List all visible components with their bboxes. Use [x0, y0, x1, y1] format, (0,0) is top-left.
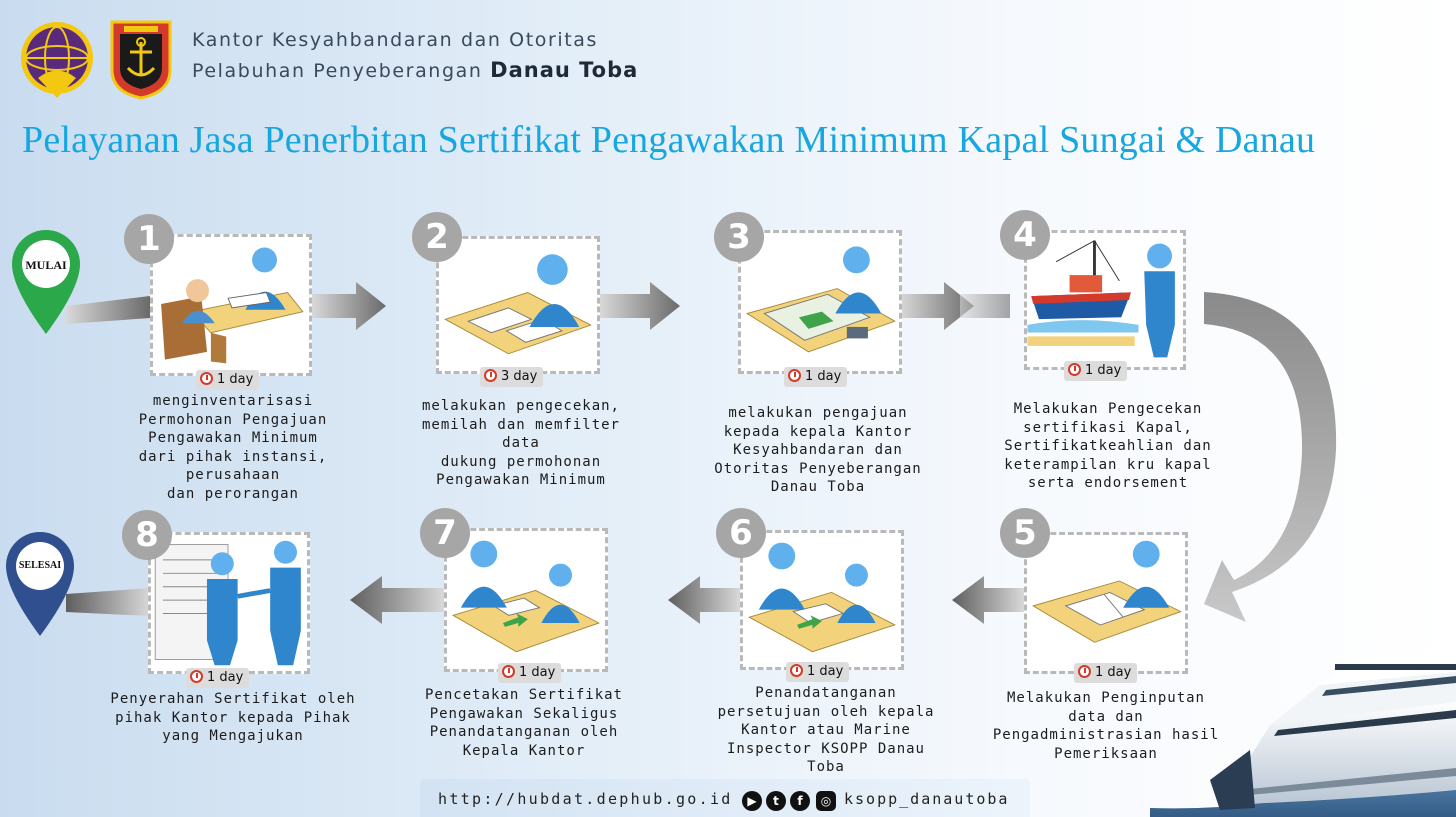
- step-2-duration: 3 day: [480, 367, 543, 387]
- step-2-card: [436, 236, 600, 374]
- twitter-icon[interactable]: t: [766, 791, 786, 811]
- map-planning-icon: [741, 233, 899, 371]
- step-4-description: Melakukan Pengecekan sertifikasi Kapal, Sertifikatkeahlian dan keterampilan kru kapal serta endorsement: [1004, 401, 1212, 491]
- step-5-card: [1024, 532, 1188, 674]
- alarm-clock-icon: [790, 664, 803, 677]
- step-4-number: 4: [1000, 210, 1050, 260]
- step-6-duration: 1 day: [786, 662, 849, 682]
- header-line2-regular: Pelabuhan Penyeberangan: [192, 60, 483, 82]
- document-review-icon: [439, 239, 597, 371]
- step-3-description: melakukan pengajuan kepada kepala Kantor Kesyahbandaran dan Otoritas Penyeberangan Danau Toba: [714, 405, 922, 495]
- youtube-icon[interactable]: ▶: [742, 791, 762, 811]
- step-7-card: [444, 528, 608, 672]
- alarm-clock-icon: [484, 369, 497, 382]
- step-8-duration: 1 day: [186, 668, 249, 688]
- step-6-description: Penandatanganan persetujuan oleh kepala Kantor atau Marine Inspector KSOPP Danau Toba: [717, 685, 935, 775]
- office-desk-icon: [153, 237, 309, 373]
- step-7-description: Pencetakan Sertifikat Pengawakan Sekaligus Penandatanganan oleh Kepala Kantor: [424, 687, 623, 759]
- social-handle: ksopp_danautoba: [844, 790, 1010, 808]
- signing-meeting-icon: [743, 533, 901, 667]
- header-line1: Kantor Kesyahbandaran dan Otoritas: [192, 29, 599, 51]
- step-5-number: 5: [1000, 508, 1050, 558]
- data-input-icon: [1027, 535, 1185, 671]
- alarm-clock-icon: [190, 670, 203, 683]
- step-2-number: 2: [412, 212, 462, 262]
- fishing-boat-icon: [1027, 233, 1183, 367]
- step-7-duration: 1 day: [498, 663, 561, 683]
- step-3-number: 3: [714, 212, 764, 262]
- step-1-duration: 1 day: [196, 370, 259, 390]
- alarm-clock-icon: [1068, 363, 1081, 376]
- facebook-icon[interactable]: f: [790, 791, 810, 811]
- certificate-handover-icon: [151, 535, 307, 671]
- step-7-number: 7: [420, 508, 470, 558]
- instagram-icon[interactable]: ◎: [816, 791, 836, 811]
- footer-bar: [420, 779, 1030, 817]
- step-6-number: 6: [716, 508, 766, 558]
- printing-signing-icon: [447, 531, 605, 669]
- end-pin: [4, 530, 76, 638]
- step-3-duration: 1 day: [784, 367, 847, 387]
- step-6-card: [740, 530, 904, 670]
- step-2-description: melakukan pengecekan, memilah dan memfilter data dukung permohonan Pengawakan Minimum: [421, 398, 620, 488]
- alarm-clock-icon: [788, 369, 801, 382]
- step-1-description: menginventarisasi Permohonan Pengajuan Pengawakan Minimum dari pihak instansi, perusahaan dan perorangan: [138, 393, 328, 502]
- start-pin: [10, 228, 82, 336]
- alarm-clock-icon: [1078, 665, 1091, 678]
- step-4-card: [1024, 230, 1186, 370]
- website-link[interactable]: http://hubdat.dephub.go.id: [438, 790, 733, 808]
- step-1-number: 1: [124, 214, 174, 264]
- header-line2-bold: Danau Toba: [490, 58, 639, 82]
- alarm-clock-icon: [200, 372, 213, 385]
- map-pin-icon: [4, 530, 76, 638]
- step-5-description: Melakukan Penginputan data dan Pengadministrasian hasil Pemeriksaan: [992, 690, 1220, 761]
- step-5-duration: 1 day: [1074, 663, 1137, 683]
- end-label: SELESAI: [18, 560, 62, 571]
- page-title: Pelayanan Jasa Penerbitan Sertifikat Pengawakan Minimum Kapal Sungai & Danau: [22, 119, 1316, 161]
- step-8-card: [148, 532, 310, 674]
- map-pin-icon: [10, 228, 82, 336]
- start-label: MULAI: [25, 258, 67, 272]
- step-4-duration: 1 day: [1064, 361, 1127, 381]
- step-1-card: [150, 234, 312, 376]
- step-8-number: 8: [122, 510, 172, 560]
- step-8-description: Penyerahan Sertifikat oleh pihak Kantor kepada Pihak yang Mengajukan: [110, 691, 356, 744]
- step-3-card: [738, 230, 902, 374]
- alarm-clock-icon: [502, 665, 515, 678]
